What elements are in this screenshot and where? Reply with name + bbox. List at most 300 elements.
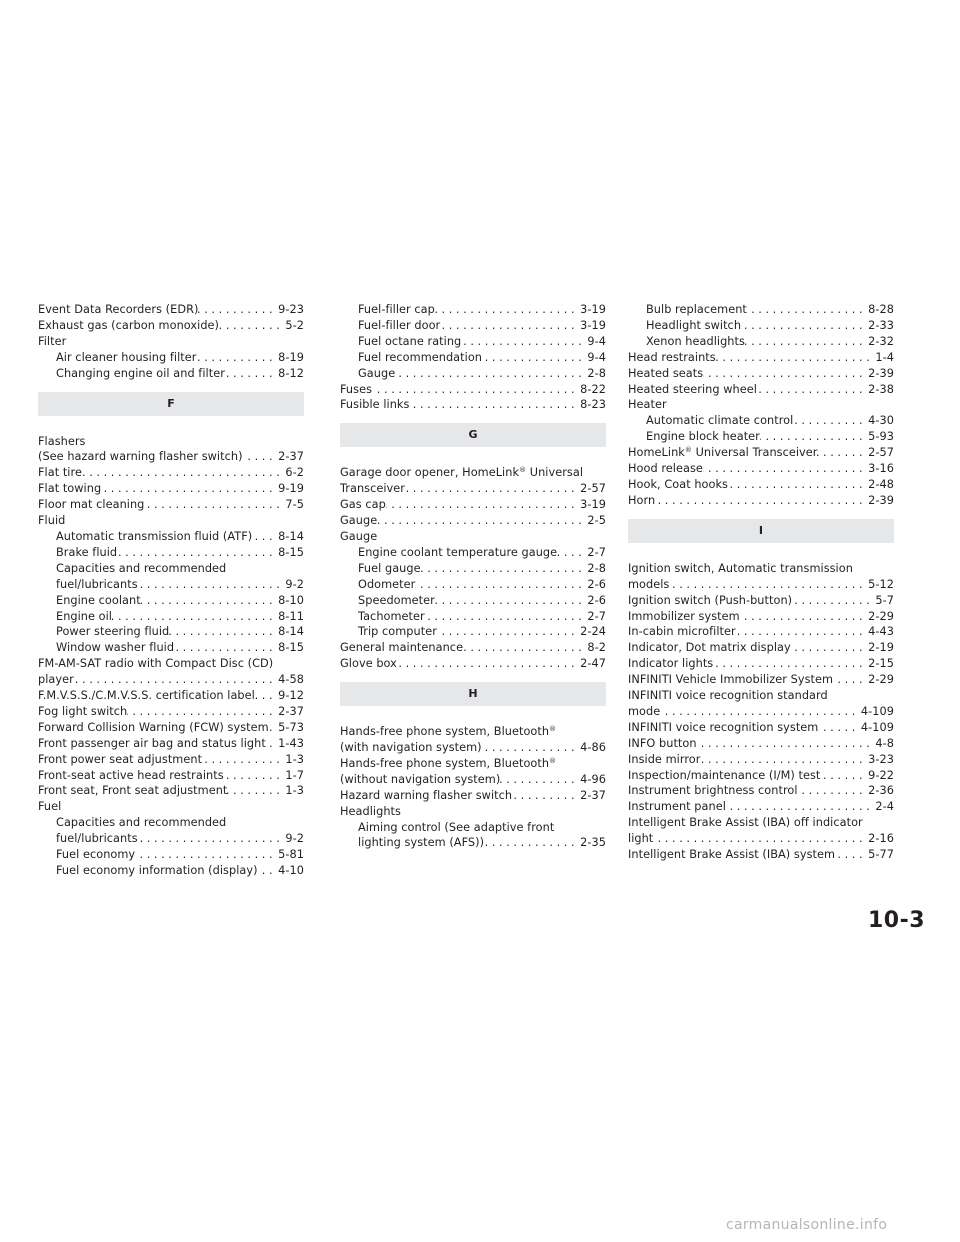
index-entry [628, 847, 894, 863]
index-entry [628, 461, 894, 477]
index-entry [38, 350, 304, 366]
entry-text: Engine oil [56, 609, 112, 623]
dot-leader [653, 831, 868, 847]
dot-leader [252, 529, 278, 545]
entry-text: Speedometer [358, 593, 435, 607]
entry-text: Capacities and recommended [56, 816, 227, 830]
dot-leader [484, 835, 580, 851]
entry-text: Gauge [340, 529, 378, 543]
index-entry [628, 783, 894, 799]
entry-text: General maintenance [340, 641, 464, 655]
index-entry [340, 529, 606, 545]
entry-page: 4-109 [860, 720, 894, 734]
dot-leader [127, 704, 278, 720]
entry-text: Headlights [340, 804, 401, 818]
dot-leader [135, 847, 278, 863]
entry-page: 8-28 [868, 303, 894, 316]
entry-text: Flat tire [38, 466, 82, 480]
entry-text: Intelligent Brake Assist (IBA) system [628, 848, 836, 862]
entry-text: Fluid [38, 514, 66, 528]
index-entry [628, 704, 894, 720]
entry-page: 1-4 [875, 350, 894, 364]
section-letter: F [38, 392, 304, 416]
entry-page: 8-15 [278, 641, 304, 655]
index-entry [38, 863, 304, 879]
dot-leader [461, 334, 587, 350]
entry-page: 9-4 [587, 350, 606, 364]
index-entry [340, 561, 606, 577]
dot-leader [225, 366, 278, 382]
entry-text: Intelligent Brake Assist (IBA) off indicator [628, 816, 863, 830]
index-entry [38, 561, 304, 577]
index-entry [38, 815, 304, 831]
entry-text: Fuel-filler cap [358, 303, 435, 316]
index-entry [38, 434, 304, 450]
index-entry [340, 756, 606, 772]
entry-page: 8-11 [278, 609, 304, 623]
entry-text: Engine coolant temperature gauge [358, 545, 558, 559]
dot-leader [144, 497, 285, 513]
entry-text: Heated steering wheel [628, 382, 757, 396]
dot-leader [745, 334, 868, 350]
entry-page: 2-39 [868, 366, 894, 380]
index-entry [340, 481, 606, 497]
dot-leader [669, 577, 868, 593]
entry-page: 2-4 [875, 800, 894, 814]
section-letter: I [628, 519, 894, 543]
entry-page: 2-36 [868, 784, 894, 798]
dot-leader [138, 577, 286, 593]
entry-page: 8-15 [278, 545, 304, 559]
section-letter: H [340, 682, 606, 706]
dot-leader [377, 513, 587, 529]
dot-leader [660, 704, 861, 720]
entry-text: Forward Collision Warning (FCW) system [38, 720, 269, 734]
index-entry [38, 752, 304, 768]
index-entry [628, 302, 894, 318]
entry-text: fuel/lubricants [56, 832, 138, 846]
index-entry [628, 350, 894, 366]
index-entry [340, 397, 606, 413]
entry-text: fuel/lubricants [56, 577, 138, 591]
dot-leader [713, 656, 868, 672]
entry-text: player [38, 673, 74, 687]
dot-leader [421, 561, 588, 577]
dot-leader [726, 799, 876, 815]
entry-text: Fuses [340, 382, 373, 396]
entry-page: 4-8 [875, 736, 894, 750]
dot-leader [372, 382, 580, 398]
index-entry [38, 847, 304, 863]
entry-page: 2-33 [868, 318, 894, 332]
entry-page: 2-19 [868, 641, 894, 655]
entry-text: Automatic transmission fluid (ATF) [56, 529, 253, 543]
index-entry [628, 799, 894, 815]
entry-page: 2-8 [587, 561, 606, 575]
entry-text: HomeLink® Universal Transceiver [628, 446, 818, 460]
dot-leader [792, 593, 875, 609]
dot-leader [409, 397, 580, 413]
dot-leader [728, 477, 868, 493]
entry-text: Fuel-filler door [358, 318, 441, 332]
index-entry [340, 350, 606, 366]
entry-page: 1-7 [285, 768, 304, 782]
entry-text: INFINITI voice recognition system [628, 720, 819, 734]
index-entry [340, 804, 606, 820]
entry-text: Floor mat cleaning [38, 498, 145, 512]
index-entry [38, 799, 304, 815]
entry-text: Heated seats [628, 366, 704, 380]
dot-leader [198, 302, 278, 318]
index-entry [340, 835, 606, 851]
entry-page: 9-2 [285, 832, 304, 846]
entry-page: 2-57 [868, 446, 894, 460]
entry-text: INFINITI Vehicle Immobilizer System [628, 673, 834, 687]
entry-text: Transceiver [340, 482, 405, 496]
entry-text: Ignition switch, Automatic transmission [628, 561, 853, 575]
dot-leader [415, 577, 587, 593]
entry-page: 5-2 [285, 318, 304, 332]
entry-page: 5-7 [875, 593, 894, 607]
index-entry [38, 449, 304, 465]
entry-text: FM-AM-SAT radio with Compact Disc (CD) [38, 657, 274, 671]
index-entry [628, 831, 894, 847]
index-entry [38, 672, 304, 688]
dot-leader [820, 768, 868, 784]
index-entry [38, 545, 304, 561]
entry-page: 3-16 [868, 462, 894, 476]
dot-leader [101, 481, 278, 497]
entry-text: Glove box [340, 657, 397, 671]
entry-text: Air cleaner housing filter [56, 350, 197, 364]
dot-leader [395, 366, 587, 382]
entry-page: 8-22 [580, 382, 606, 396]
index-entry [340, 545, 606, 561]
dot-leader [740, 609, 868, 625]
entry-page: 8-14 [278, 625, 304, 639]
entry-page: 4-43 [868, 625, 894, 639]
entry-text: INFO button [628, 736, 697, 750]
entry-page: 9-23 [278, 303, 304, 316]
index-entry [340, 640, 606, 656]
entry-page: 2-47 [580, 657, 606, 671]
entry-text: Aiming control (See adaptive front [358, 820, 555, 834]
entry-text: (with navigation system) [340, 741, 482, 755]
dot-leader [741, 318, 868, 334]
entry-page: 2-16 [868, 832, 894, 846]
entry-page: 8-19 [278, 350, 304, 364]
page-number: 10-3 [868, 908, 926, 933]
entry-page: 1-3 [285, 784, 304, 798]
entry-text: Xenon headlights [646, 334, 745, 348]
entry-text: Bulb replacement [646, 303, 747, 316]
index-entry [340, 366, 606, 382]
entry-page: 8-14 [278, 529, 304, 543]
entry-text: mode [628, 704, 661, 718]
index-entry [38, 656, 304, 672]
entry-text: models [628, 577, 670, 591]
index-entry [38, 529, 304, 545]
dot-leader [817, 445, 868, 461]
entry-page: 8-10 [278, 593, 304, 607]
entry-text: Fuel economy [56, 848, 136, 862]
entry-text: Engine coolant [56, 593, 141, 607]
dot-leader [818, 720, 861, 736]
entry-text: Capacities and recommended [56, 561, 227, 575]
index-entry [38, 609, 304, 625]
index-entry [38, 624, 304, 640]
entry-text: Fuel octane rating [358, 334, 462, 348]
index-entry [340, 609, 606, 625]
index-entry [628, 445, 894, 461]
index-entry [628, 815, 894, 831]
entry-text: Front power seat adjustment [38, 752, 203, 766]
index-entry [38, 318, 304, 334]
entry-text: Inside mirror [628, 752, 701, 766]
index-column-2 [340, 302, 606, 851]
dot-leader [425, 609, 588, 625]
index-entry [38, 577, 304, 593]
entry-page: 2-6 [587, 593, 606, 607]
dot-leader [482, 350, 587, 366]
entry-page: 3-19 [580, 498, 606, 512]
entry-text: Fuel economy information (display) [56, 864, 258, 877]
entry-text: Horn [628, 493, 656, 507]
entry-text: Odometer [358, 577, 416, 591]
index-entry [38, 593, 304, 609]
dot-leader [112, 609, 278, 625]
entry-page: 9-2 [285, 577, 304, 591]
entry-text: Front-seat active head restraints [38, 768, 224, 782]
index-entry [628, 688, 894, 704]
entry-text: Trip computer [358, 625, 437, 639]
entry-page: 2-39 [868, 493, 894, 507]
index-entry [38, 465, 304, 481]
index-entry [628, 609, 894, 625]
index-entry [38, 688, 304, 704]
entry-text: Fusible links [340, 398, 410, 412]
section-letter: G [340, 423, 606, 447]
entry-text: Flashers [38, 434, 86, 448]
entry-text: Hands-free phone system, Bluetooth® [340, 725, 557, 739]
index-entry [340, 740, 606, 756]
dot-leader [703, 461, 868, 477]
entry-page: 6-2 [285, 466, 304, 480]
index-entry [340, 788, 606, 804]
entry-page: 2-38 [868, 382, 894, 396]
entry-page: 2-32 [868, 334, 894, 348]
index-entry [38, 366, 304, 382]
dot-leader [793, 413, 868, 429]
index-entry [628, 397, 894, 413]
entry-text: Brake fluid [56, 545, 118, 559]
dot-leader [219, 318, 285, 334]
dot-leader [500, 772, 580, 788]
entry-page: 8-23 [580, 398, 606, 412]
entry-page: 1-3 [285, 752, 304, 766]
dot-leader [697, 736, 876, 752]
index-entry [340, 724, 606, 740]
entry-page: 4-30 [868, 414, 894, 428]
entry-text: Instrument brightness control [628, 784, 798, 798]
entry-page: 8-12 [278, 366, 304, 380]
entry-text: Gauge [340, 514, 378, 528]
index-entry [340, 820, 606, 836]
index-entry [628, 720, 894, 736]
index-column-1 [38, 302, 304, 879]
entry-page: 2-48 [868, 477, 894, 491]
entry-text: Window washer fluid [56, 641, 175, 655]
entry-page: 4-86 [580, 741, 606, 755]
entry-text: Fuel [38, 800, 62, 814]
dot-leader [798, 783, 869, 799]
dot-leader [258, 863, 279, 879]
index-entry [38, 768, 304, 784]
dot-leader [835, 847, 868, 863]
index-entry [340, 318, 606, 334]
index-entry [340, 577, 606, 593]
index-entry [628, 768, 894, 784]
entry-page: 2-7 [587, 545, 606, 559]
index-entry [38, 334, 304, 350]
entry-text: Hood release [628, 462, 703, 476]
dot-leader [512, 788, 580, 804]
index-entry [340, 772, 606, 788]
dot-leader [760, 429, 868, 445]
entry-page: 4-96 [580, 772, 606, 786]
entry-page: 9-19 [278, 482, 304, 496]
entry-text: Hazard warning flasher switch [340, 788, 513, 802]
index-entry [340, 382, 606, 398]
dot-leader [655, 493, 868, 509]
index-entry [340, 497, 606, 513]
dot-leader [747, 302, 868, 318]
dot-leader [74, 672, 278, 688]
dot-leader [255, 688, 278, 704]
entry-text: Exhaust gas (carbon monoxide) [38, 318, 220, 332]
dot-leader [117, 545, 278, 561]
entry-text: Headlight switch [646, 318, 742, 332]
index-entry [340, 624, 606, 640]
index-entry [628, 429, 894, 445]
entry-page: 9-22 [868, 768, 894, 782]
index-entry [628, 318, 894, 334]
entry-text: light [628, 832, 654, 846]
entry-text: (See hazard warning flasher switch) [38, 450, 243, 464]
dot-leader [196, 350, 278, 366]
index-entry [628, 577, 894, 593]
entry-page: 2-8 [587, 366, 606, 380]
dot-leader [174, 640, 278, 656]
index-entry [628, 752, 894, 768]
entry-page: 4-58 [278, 673, 304, 687]
entry-page: 4-10 [278, 864, 304, 877]
entry-text: Event Data Recorders (EDR) [38, 303, 199, 316]
index-column-3 [628, 302, 894, 863]
entry-page: 8-2 [587, 641, 606, 655]
entry-page: 1-43 [278, 736, 304, 750]
index-entry [340, 593, 606, 609]
entry-page: 9-4 [587, 334, 606, 348]
entry-text: Automatic climate control [646, 414, 794, 428]
index-entry [628, 493, 894, 509]
index-entry [340, 302, 606, 318]
dot-leader [703, 366, 868, 382]
entry-text: Garage door opener, HomeLink® Universal [340, 466, 584, 480]
index-entry [38, 513, 304, 529]
dot-leader [227, 783, 285, 799]
entry-page: 5-77 [868, 848, 894, 862]
index-entry [38, 497, 304, 513]
dot-leader [736, 624, 868, 640]
entry-text: Flat towing [38, 482, 102, 496]
entry-text: Engine block heater [646, 430, 760, 444]
dot-leader [141, 593, 278, 609]
entry-page: 2-6 [587, 577, 606, 591]
entry-page: 2-37 [278, 450, 304, 464]
entry-text: Immobilizer system [628, 609, 740, 623]
entry-page: 2-5 [587, 514, 606, 528]
dot-leader [405, 481, 580, 497]
entry-page: 2-24 [580, 625, 606, 639]
entry-page: 5-81 [278, 848, 304, 862]
dot-leader [435, 302, 580, 318]
index-entry [628, 672, 894, 688]
index-entry [628, 366, 894, 382]
index-entry [38, 831, 304, 847]
entry-page: 9-12 [278, 689, 304, 703]
entry-text: Fog light switch [38, 704, 128, 718]
entry-page: 2-37 [580, 788, 606, 802]
index-entry [628, 413, 894, 429]
entry-text: Indicator lights [628, 657, 714, 671]
entry-page: 3-19 [580, 318, 606, 332]
entry-page: 3-23 [868, 752, 894, 766]
dot-leader [791, 640, 868, 656]
index-entry [628, 640, 894, 656]
entry-text: Inspection/maintenance (I/M) test [628, 768, 821, 782]
entry-page: 2-29 [868, 609, 894, 623]
entry-text: Hook, Coat hooks [628, 477, 728, 491]
entry-text: Front passenger air bag and status light [38, 736, 266, 750]
dot-leader [82, 465, 285, 481]
entry-page: 2-7 [587, 609, 606, 623]
entry-text: INFINITI voice recognition standard [628, 689, 828, 703]
index-entry [38, 640, 304, 656]
index-entry [628, 593, 894, 609]
dot-leader [397, 656, 580, 672]
entry-text: Power steering fluid [56, 625, 170, 639]
index-entry [38, 704, 304, 720]
entry-text: (without navigation system) [340, 772, 501, 786]
watermark: carmanualsonline.info [726, 1217, 888, 1233]
index-entry [628, 656, 894, 672]
index-entry [340, 334, 606, 350]
dot-leader [169, 624, 278, 640]
entry-text: Gauge [358, 366, 396, 380]
dot-leader [833, 672, 868, 688]
entry-text: Tachometer [358, 609, 425, 623]
entry-text: Heater [628, 398, 667, 412]
dot-leader [757, 382, 868, 398]
dot-leader [243, 449, 279, 465]
entry-page: 5-93 [868, 430, 894, 444]
dot-leader [437, 624, 580, 640]
entry-text: lighting system (AFS)) [358, 836, 485, 850]
index-entry [38, 302, 304, 318]
entry-text: Fuel recommendation [358, 350, 482, 364]
index-entry [38, 736, 304, 752]
